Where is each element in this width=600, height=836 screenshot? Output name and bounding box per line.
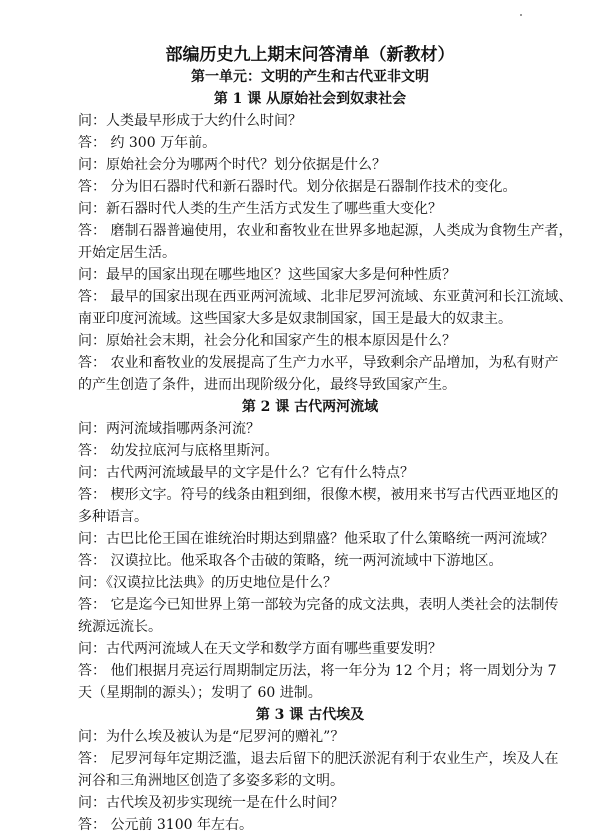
answer-continuation: 的产生创造了条件，进而出现阶级分化，最终导致国家产生。 [78, 377, 456, 393]
answer-continuation: 统源远流长。 [78, 619, 162, 635]
lesson-3-title: 第 3 课 古代埃及 [255, 707, 365, 723]
unit-title: 第一单元：文明的产生和古代亚非文明 [191, 69, 429, 85]
question: 问：新石器时代人类的生产生活方式发生了哪些重大变化？ [78, 201, 442, 217]
page-mark [520, 14, 522, 16]
answer: 答： 约 300 万年前。 [78, 135, 217, 151]
answer: 答： 最早的国家出现在西亚两河流域、北非尼罗河流域、东亚黄河和长江流域、 [78, 289, 573, 305]
question: 问：古代两河流域最早的文字是什么？它有什么特点？ [78, 465, 414, 481]
answer-continuation: 开始定居生活。 [78, 245, 176, 261]
answer-continuation: 多种语言。 [78, 509, 148, 525]
answer-continuation: 南亚印度河流域。这些国家大多是奴隶制国家，国王是最大的奴隶主。 [78, 311, 512, 327]
lesson-1-title: 第 1 课 从原始社会到奴隶社会 [213, 91, 407, 107]
question: 问：古代两河流域人在天文学和数学方面有哪些重要发明？ [78, 641, 442, 657]
lesson-2-title: 第 2 课 古代两河流域 [241, 399, 379, 415]
answer: 答： 它是迄今已知世界上第一部较为完备的成文法典，表明人类社会的法制传 [78, 597, 559, 613]
question: 问：最早的国家出现在哪些地区？这些国家大多是何种性质？ [78, 267, 456, 283]
answer-continuation: 天（星期制的源头）；发明了 60 进制。 [78, 685, 322, 701]
answer: 答： 磨制石器普遍使用，农业和畜牧业在世界多地起源，人类成为食物生产者， [78, 223, 573, 239]
document-title: 部编历史九上期末问答清单（新教材） [165, 45, 455, 65]
answer: 答： 尼罗河每年定期泛滥，退去后留下的肥沃淤泥有利于农业生产，埃及人在 [78, 751, 559, 767]
question: 问：古巴比伦王国在谁统治时期达到鼎盛？他采取了什么策略统一两河流域？ [78, 531, 554, 547]
answer: 答： 楔形文字。符号的线条由粗到细，很像木楔，被用来书写古代西亚地区的 [78, 487, 559, 503]
question: 问：原始社会分为哪两个时代？划分依据是什么？ [78, 157, 386, 173]
answer: 答： 幼发拉底河与底格里斯河。 [78, 443, 279, 459]
question: 问：《汉谟拉比法典》的历史地位是什么？ [78, 575, 337, 591]
answer: 答： 他们根据月亮运行周期制定历法，将一年分为 12 个月；将一周划分为 7 [78, 663, 557, 679]
question: 问：原始社会末期，社会分化和国家产生的根本原因是什么？ [78, 333, 456, 349]
answer: 答： 公元前 3100 年左右。 [78, 817, 253, 833]
question: 问：古代埃及初步实现统一是在什么时间？ [78, 795, 344, 811]
answer-continuation: 河谷和三角洲地区创造了多姿多彩的文明。 [78, 773, 344, 789]
answer: 答： 分为旧石器时代和新石器时代。划分依据是石器制作技术的变化。 [78, 179, 517, 195]
answer: 答： 农业和畜牧业的发展提高了生产力水平，导致剩余产品增加，为私有财产 [78, 355, 559, 371]
question: 问：两河流域指哪两条河流？ [78, 421, 260, 437]
question: 问：为什么埃及被认为是“尼罗河的赠礼”？ [78, 729, 345, 745]
answer: 答： 汉谟拉比。他采取各个击破的策略，统一两河流域中下游地区。 [78, 553, 503, 569]
question: 问：人类最早形成于大约什么时间？ [78, 113, 302, 129]
